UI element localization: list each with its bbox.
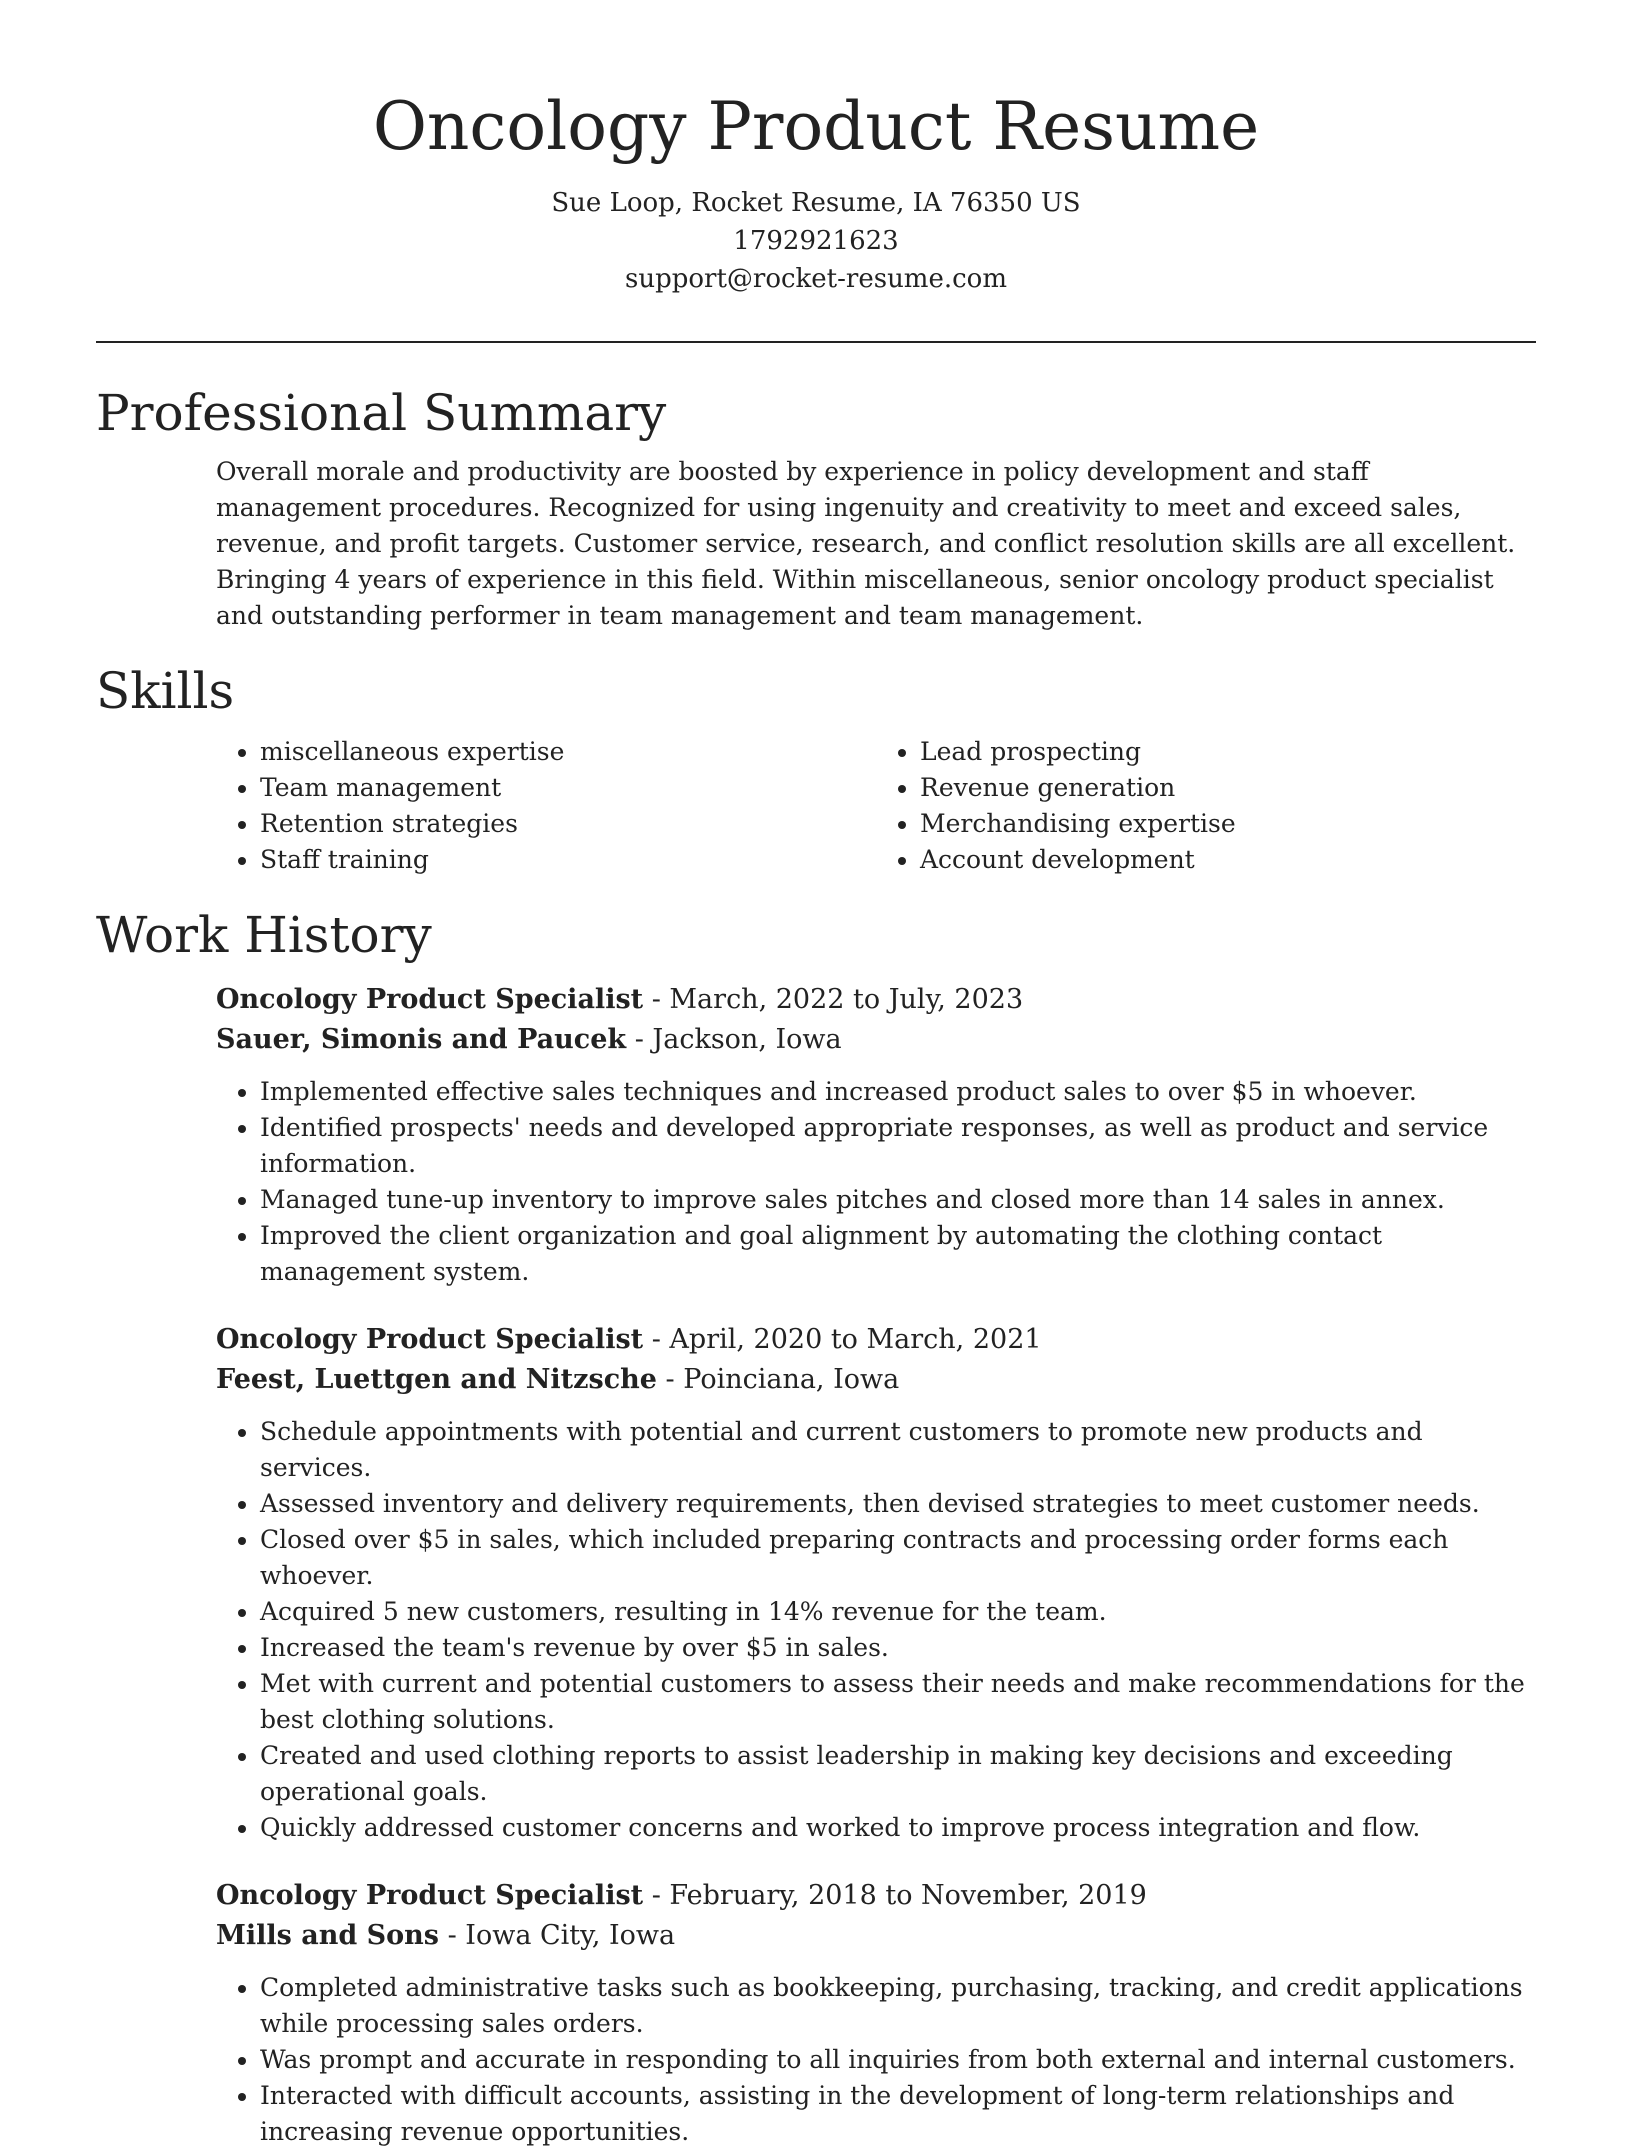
job-bullet: • Acquired 5 new customers, resulting in 14% revenue for the team. [260,1594,1536,1630]
job-bullet: • Created and used clothing reports to assist leadership in making key decisions and exceeding operational goals. [260,1738,1536,1810]
job-entry [216,1320,1536,1846]
job-bullet: • Schedule appointments with potential and current customers to promote new products and services. [260,1414,1536,1486]
job-bullet: • Managed tune-up inventory to improve sales pitches and closed more than 14 sales in annex. [260,1182,1536,1218]
skill-item: • Revenue generation [920,770,1536,806]
skill-item: • Staff training [260,842,876,878]
summary-heading: Professional Summary [96,384,667,442]
skill-item: • Team management [260,770,876,806]
job-location: - Poinciana, Iowa [656,1364,900,1395]
resume-body [96,380,1536,2150]
job-bullet: • Improved the client organization and goal alignment by automating the clothing contact management system. [260,1218,1536,1290]
resume-header [0,0,1632,298]
skill-item: • miscellaneous expertise [260,734,876,770]
work-history-heading: Work History [96,906,432,964]
job-dates: - March, 2022 to July, 2023 [643,984,1024,1015]
job-dates: - April, 2020 to March, 2021 [643,1324,1042,1355]
job-title: Oncology Product Specialist [216,1880,644,1911]
skills-heading: Skills [96,662,235,720]
job-entry [216,1876,1536,2150]
job-bullet: • Was prompt and accurate in responding to all inquiries from both external and internal customers. [260,2042,1536,2078]
skill-item: • Lead prospecting [920,734,1536,770]
job-entry [216,980,1536,1290]
job-bullets [216,1074,1536,1290]
job-company-line [216,1020,1536,1060]
job-bullets [216,1970,1536,2150]
skill-item: • Retention strategies [260,806,876,842]
skill-item: • Account development [920,842,1536,878]
job-title: Oncology Product Specialist [216,1324,644,1355]
contact-phone: 1792921623 [733,226,899,256]
page-title: Oncology Product Resume [372,88,1260,165]
job-bullet: • Completed administrative tasks such as bookkeeping, purchasing, tracking, and credit applications while processing sales orders. [260,1970,1536,2042]
job-bullets [216,1414,1536,1846]
job-bullet: • Implemented effective sales techniques and increased product sales to over $5 in whoever. [260,1074,1536,1110]
job-company: Sauer, Simonis and Paucek [216,1024,627,1055]
contact-address: Sue Loop, Rocket Resume, IA 76350 US [551,188,1081,218]
skills-list [216,734,1536,878]
job-bullet: • Interacted with difficult accounts, assisting in the development of long-term relationships and increasing revenue opportunities. [260,2078,1536,2150]
job-location: - Iowa City, Iowa [439,1920,676,1951]
job-bullet: • Met with current and potential customers to assess their needs and make recommendations for the best clothing solutions. [260,1666,1536,1738]
job-title-line [216,1320,1536,1360]
job-bullet: • Quickly addressed customer concerns and worked to improve process integration and flow. [260,1810,1536,1846]
job-company-line [216,1360,1536,1400]
job-title-line [216,1876,1536,1916]
job-dates: - February, 2018 to November, 2019 [643,1880,1147,1911]
job-company: Mills and Sons [216,1920,440,1951]
job-company-line [216,1916,1536,1956]
job-company: Feest, Luettgen and Nitzsche [216,1364,657,1395]
job-title-line [216,980,1536,1020]
contact-info [0,184,1632,298]
job-bullet: • Assessed inventory and delivery requirements, then devised strategies to meet customer needs. [260,1486,1536,1522]
job-bullet: • Closed over $5 in sales, which included preparing contracts and processing order forms each whoever. [260,1522,1536,1594]
summary-text: Overall morale and productivity are boosted by experience in policy development and staff management procedures. Recognized for using ingenuity and creativity to meet and exceed sales, revenue, and profit targets. Customer service, research, and conflict resolution skills are all excellent. Bringing 4 years of experience in this field. Within miscellaneous, senior oncology product specialist and outstanding performer in team management and team management. [216,457,1516,630]
job-bullet: • Identified prospects' needs and developed appropriate responses, as well as product and service information. [260,1110,1536,1182]
header-divider [96,341,1536,343]
skills-column-left [216,734,876,878]
contact-email: support@rocket-resume.com [624,264,1007,294]
skill-item: • Merchandising expertise [920,806,1536,842]
skills-column-right [876,734,1536,878]
job-bullet: • Increased the team's revenue by over $5 in sales. [260,1630,1536,1666]
job-title: Oncology Product Specialist [216,984,644,1015]
job-location: - Jackson, Iowa [626,1024,842,1055]
